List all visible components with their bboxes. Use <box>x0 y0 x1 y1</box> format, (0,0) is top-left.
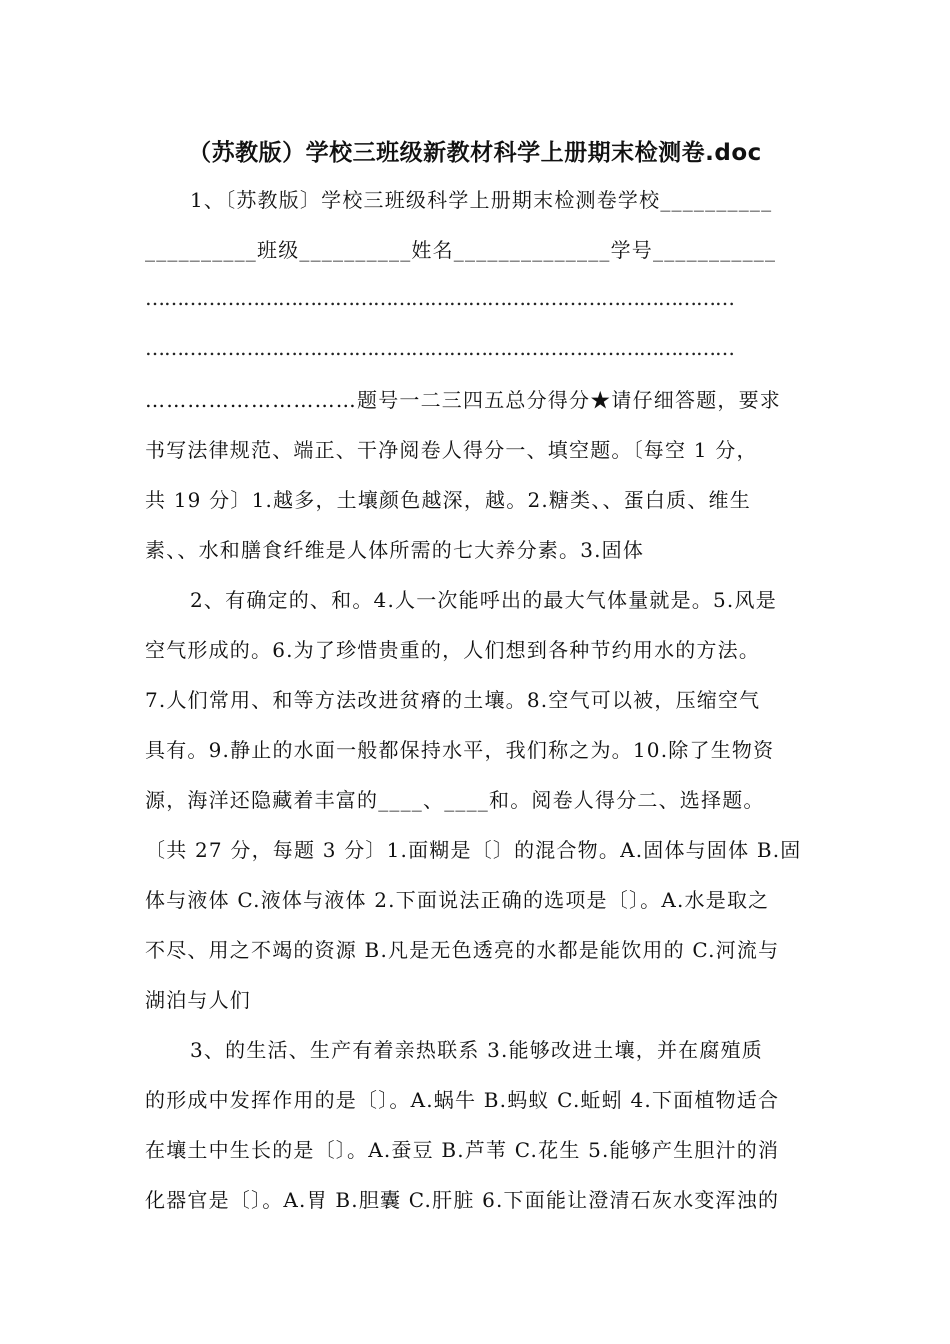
text-line: 湖泊与人们 <box>145 988 251 1012</box>
text-line: 2、有确定的、和。4.人一次能呼出的最大气体量就是。5.风是 <box>190 588 777 612</box>
dotted-separator: ………………………………………………………………………………… <box>145 286 734 310</box>
text-line: 7.人们常用、和等方法改进贫瘠的土壤。8.空气可以被，压缩空气 <box>145 688 761 712</box>
text-line: 空气形成的。6.为了珍惜贵重的，人们想到各种节约用水的方法。 <box>145 638 761 662</box>
text-line: 源，海洋还隐藏着丰富的____、____和。阅卷人得分二、选择题。 <box>145 788 765 812</box>
text-line: __________班级__________姓名______________学号___________ <box>145 238 777 262</box>
text-line: 1、〔苏教版〕学校三班级科学上册期末检测卷学校__________ <box>190 188 773 212</box>
text-line: 〔共 27 分，每题 3 分〕1.面糊是〔〕的混合物。A.固体与固体 B.固 <box>145 838 802 862</box>
text-line: 不尽、用之不竭的资源 B.凡是无色透亮的水都是能饮用的 C.河流与 <box>145 938 780 962</box>
text-line: 在壤土中生长的是〔〕。A.蚕豆 B.芦苇 C.花生 5.能够产生胆汁的消 <box>145 1138 780 1162</box>
text-line: 化器官是〔〕。A.胃 B.胆囊 C.肝脏 6.下面能让澄清石灰水变浑浊的 <box>145 1188 780 1212</box>
text-line: 体与液体 C.液体与液体 2.下面说法正确的选项是〔〕。A.水是取之 <box>145 888 770 912</box>
text-line: 3、的生活、生产有着亲热联系 3.能够改进土壤，并在腐殖质 <box>190 1038 763 1062</box>
text-line: 共 19 分〕1.越多，土壤颜色越深，越。2.糖类、、蛋白质、维生 <box>145 488 751 512</box>
dotted-separator: ………………………………………………………………………………… <box>145 336 734 360</box>
text-line: 书写法律规范、端正、干净阅卷人得分一、填空题。〔每空 1 分， <box>145 438 758 462</box>
text-line: 素、、水和膳食纤维是人体所需的七大养分素。3.固体 <box>145 538 645 562</box>
document-title: （苏教版）学校三班级新教材科学上册期末检测卷.doc <box>188 140 762 166</box>
text-line: …………………………题号一二三四五总分得分★请仔细答题，要求 <box>145 388 781 412</box>
text-line: 具有。9.静止的水面一般都保持水平，我们称之为。10.除了生物资 <box>145 738 775 762</box>
text-line: 的形成中发挥作用的是〔〕。A.蜗牛 B.蚂蚁 C.蚯蚓 4.下面植物适合 <box>145 1088 780 1112</box>
